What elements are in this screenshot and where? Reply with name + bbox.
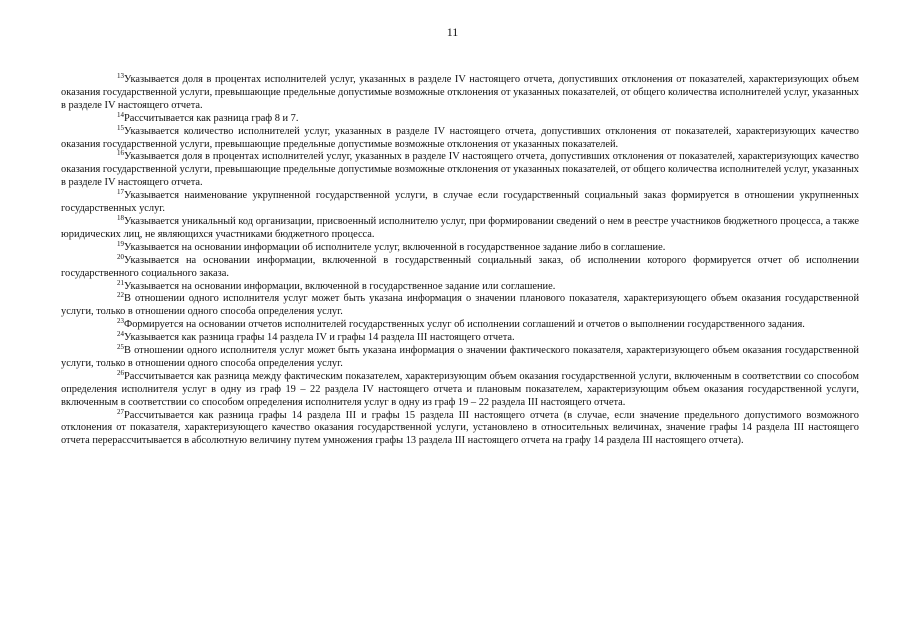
footnote-17 xyxy=(61,190,859,216)
footnote-text: Указывается количество исполнителей услуг, указанных в разделе IV настоящего отчета, допустивших отклонения от показателей, характеризующих качество оказания государственной услуги, превышающие предельные допустимые возможные отклонения от указанных показателей. xyxy=(61,125,859,150)
footnote-text: Рассчитывается как разница граф 8 и 7. xyxy=(124,112,299,124)
footnote-text: Рассчитывается как разница графы 14 раздела III и графы 15 раздела III настоящего отчета (в случае, если значение предельного допустимого возможного отклонения от показателя, характеризующего качество оказания государственной услуги, установлено в относительных величинах, значение графы 14 раздела III настоящего отчета перерассчитывается в абсолютную величину путем умножения графы 13 раздела III настоящего отчета на графу 14 раздела III настоящего отчета). xyxy=(61,409,859,447)
footnote-23 xyxy=(61,319,859,332)
footnote-marker: 21 xyxy=(117,278,124,287)
page-number: 11 xyxy=(446,25,459,39)
footnote-text: Указывается на основании информации, включенной в государственный социальный заказ, об исполнении которого формируется отчет об исполнении государственного социального заказа. xyxy=(61,254,859,279)
footnote-26 xyxy=(61,368,859,410)
footnote-text: Указывается доля в процентах исполнителей услуг, указанных в разделе IV настоящего отчета, допустивших отклонения от показателей, характеризующих объем оказания государственной услуги, превышающие предельные допустимые возможные отклонения от указанных показателей, от общего количества исполнителей услуг, указанных в разделе IV настоящего отчета. xyxy=(61,74,859,111)
footnote-marker: 13 xyxy=(117,72,124,80)
footnote-text: В отношении одного исполнителя услуг может быть указана информация о значении фактического показателя, характеризующего объем оказания государственной услуги, только в отношении одного способа определения услуг. xyxy=(61,345,859,369)
footnote-16 xyxy=(61,151,859,190)
footnote-marker: 15 xyxy=(117,123,124,132)
footnote-text: Указывается как разница графы 14 раздела IV и графы 14 раздела III настоящего отчета. xyxy=(124,332,515,344)
footnote-25 xyxy=(61,345,859,371)
footnote-19 xyxy=(61,239,859,255)
footnote-marker: 20 xyxy=(117,252,124,261)
footnote-marker: 22 xyxy=(117,291,124,300)
footnote-text: Указывается на основании информации об исполнителе услуг, включенной в государственное задание либо в соглашение. xyxy=(124,241,666,253)
footnote-18 xyxy=(61,213,859,242)
footnote-text: Указывается доля в процентах исполнителей услуг, указанных в разделе IV настоящего отчета, допустивших отклонения от показателей, характеризующих качество оказания государственной услуги, превышающие предельные допустимые возможные отклонения от указанных показателей, от общего количества исполнителей услуг, указанных в разделе IV настоящего отчета. xyxy=(61,151,859,189)
footnote-marker: 18 xyxy=(117,213,124,222)
footnote-marker: 19 xyxy=(117,239,124,248)
footnote-marker: 17 xyxy=(117,188,124,197)
footnote-27 xyxy=(61,407,859,449)
footnotes-list xyxy=(61,74,859,448)
footnote-13 xyxy=(61,74,859,113)
footnote-text: Указывается наименование укрупненной государственной услуги, в случае если государственный социальный заказ формируется в отношении укрупненных государственных услуг. xyxy=(61,190,859,215)
footnote-21 xyxy=(61,278,859,294)
footnote-20 xyxy=(61,252,859,281)
footnote-text: Указывается уникальный код организации, присвоенный исполнителю услуг, при формировании сведений о нем в реестре участников бюджетного процесса, а также юридических лиц, не являющихся участниками бюджетного процесса. xyxy=(61,215,859,240)
footnote-marker: 27 xyxy=(117,407,124,416)
footnote-text: Указывается на основании информации, включенной в государственное задание или соглашение. xyxy=(124,280,556,292)
footnote-marker: 26 xyxy=(117,368,124,377)
footnote-marker: 14 xyxy=(117,110,124,119)
footnote-text: Формируется на основании отчетов исполнителей государственных услуг об исполнении соглашений и отчетов о выполнении государственного задания. xyxy=(124,319,805,331)
footnote-marker: 25 xyxy=(117,343,124,352)
footnote-14 xyxy=(61,110,859,126)
footnote-text: В отношении одного исполнителя услуг может быть указана информация о значении планового показателя, характеризующего объем оказания государственной услуги, только в отношении одного способа определения услуг. xyxy=(61,293,859,318)
footnote-text: Рассчитывается как разница между фактическим показателем, характеризующим объем оказания государственной услуги, включенным в соответствии со способом определения исполнителя услуг в одну из граф 19 – 22 раздела IV настоящего отчета и плановым показателем, характеризующим объем оказания государственной услуги, включенным в соответствии со способом определения исполнителя услуг в одну из граф 19 – 22 раздела III настоящего отчета. xyxy=(61,370,859,408)
footnote-marker: 23 xyxy=(117,317,124,326)
footnote-15 xyxy=(61,123,859,152)
footnote-22 xyxy=(61,293,859,319)
footnote-marker: 16 xyxy=(117,149,124,158)
footnote-24 xyxy=(61,332,859,345)
footnote-marker: 24 xyxy=(117,330,124,339)
